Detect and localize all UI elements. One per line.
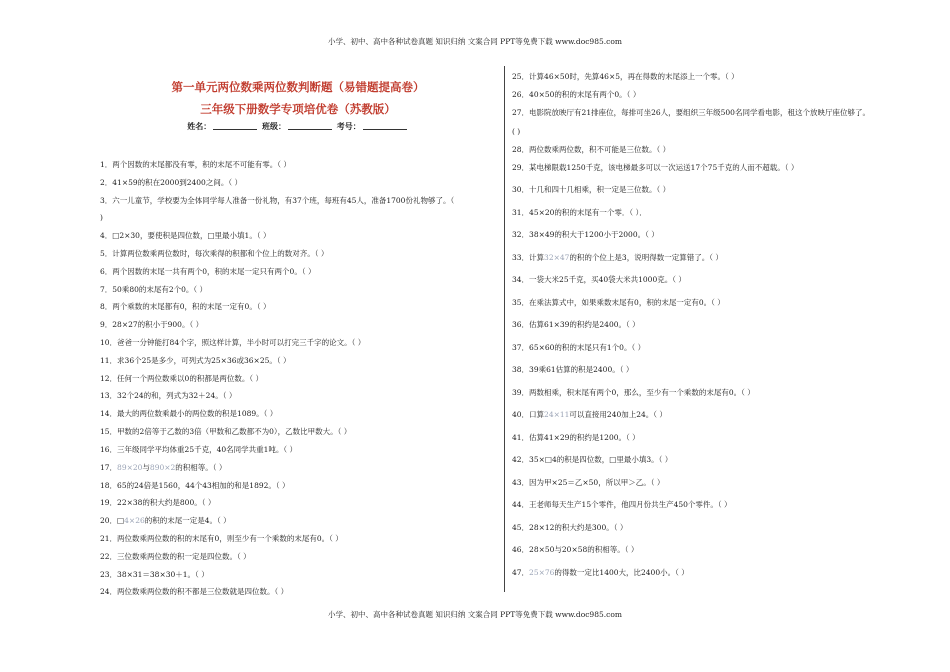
class-blank[interactable] (288, 129, 332, 130)
question-18: 18．65的24倍是1560，44个43相加的和是1892。（ ） (100, 481, 290, 490)
question-13: 13．32个24的和，列式为32＋24。（ ） (100, 391, 237, 400)
q17-prefix: 17． (100, 463, 118, 472)
class-label: 班级： (262, 122, 286, 131)
question-27-tail: ( ) (512, 127, 521, 136)
q40-suffix: 可以直接用240加上24。（ ） (569, 410, 667, 419)
question-1: 1．两个因数的末尾都没有零，积的末尾不可能有零。（ ） (100, 160, 291, 169)
question-23: 23．38×31＝38×30＋1。（ ） (100, 570, 209, 579)
question-32: 32．38×49的积大于1200小于2000。（ ） (512, 230, 659, 239)
student-info-line (98, 121, 498, 132)
question-45: 45．28×12的积大约是300。（ ） (512, 523, 628, 532)
question-17 (100, 463, 226, 473)
question-37: 37．65×60的积的末尾只有1个0。（ ） (512, 343, 646, 352)
question-29: 29．某电梯限载1250千克，该电梯最多可以一次运送17个75千克的人而不超载。（ ） (512, 163, 799, 172)
question-6: 6．两个因数的末尾一共有两个0，积的末尾一定只有两个0。（ ） (100, 267, 316, 276)
q47-formula: 25×76 (529, 568, 555, 577)
name-blank[interactable] (213, 129, 257, 130)
question-8: 8．两个乘数的末尾都有0，积的末尾一定有0。（ ） (100, 302, 271, 311)
question-24: 24．两位数乘两位数的积不都是三位数就是四位数。（ ） (100, 587, 289, 596)
question-35: 35．在乘法算式中，如果乘数末尾有0，积的末尾一定有0。（ ） (512, 298, 725, 307)
q40-prefix: 40．口算 (512, 410, 545, 419)
q33-suffix: 的积的个位上是3，说明得数一定算错了。（ ） (569, 253, 723, 262)
q33-prefix: 33．计算 (512, 253, 545, 262)
q17-suffix: 的积相等。（ ） (175, 463, 227, 472)
question-15: 15．甲数的2倍等于乙数的3倍（甲数和乙数都不为0），乙数比甲数大。（ ） (100, 427, 352, 436)
question-47 (512, 568, 689, 578)
question-46: 46．28×50与20×58的积相等。（ ） (512, 545, 639, 554)
column-divider (504, 66, 505, 592)
question-19: 19．22×38的积大约是800。（ ） (100, 498, 216, 507)
id-blank[interactable] (363, 129, 407, 130)
question-41: 41．估算41×29的积约是1200。（ ） (512, 433, 640, 442)
name-label: 姓名： (187, 122, 212, 131)
page-footer-text: 小学、初中、高中各种试卷真题 知识归纳 文案合同 PPT等免费下载 www.doc985.com (328, 610, 622, 619)
question-22: 22．三位数乘两位数的积一定是四位数。（ ） (100, 552, 251, 561)
q47-suffix: 的得数一定比1400大，比2400小。（ ） (554, 568, 689, 577)
q20-formula: 4×26 (124, 516, 145, 525)
question-31: 31．45×20的积的末尾有一个零．（ ）． (512, 208, 647, 217)
question-16: 16．三年级同学平均体重25千克，40名同学共重1吨。（ ） (100, 445, 298, 454)
worksheet-title: 第一单元两位数乘两位数判断题（易错题提高卷） (171, 80, 425, 94)
question-20 (100, 516, 231, 526)
id-label: 考号： (336, 122, 361, 131)
question-7: 7．50乘80的末尾有2个0。（ ） (100, 285, 208, 294)
question-39: 39．两数相乘，积末尾有两个0，那么，至少有一个乘数的末尾有0。（ ） (512, 388, 755, 397)
q17-mid: 与 (142, 463, 150, 472)
question-40 (512, 410, 667, 420)
question-43: 43．因为甲×25＝乙×50，所以甲＞乙。（ ） (512, 478, 665, 487)
question-3: 3．六一儿童节，学校要为全体同学每人准备一份礼物，有37个班，每班有45人，准备1700份礼物够了。（ (100, 196, 455, 205)
question-14: 14．最大的两位数乘最小的两位数的积是1089。（ ） (100, 409, 278, 418)
question-12: 12．任何一个两位数乘以0的积都是两位数。（ ） (100, 374, 263, 383)
question-34: 34．一袋大米25千克，买40袋大米共1000克。（ ） (512, 275, 686, 284)
worksheet-subtitle: 三年级下册数学专项培优卷（苏教版） (200, 102, 396, 116)
question-42: 42．35×□4的积是四位数，□里最小填3。（ ） (512, 455, 673, 464)
question-38: 38．39乘61估算的积是2400。（ ） (512, 365, 634, 374)
question-25: 25．计算46×50时，先算46×5，再在得数的末尾添上一个零。（ ） (512, 72, 739, 81)
question-28: 28．两位数乘两位数，积不可能是三位数。（ ） (512, 145, 671, 154)
q17-formula-1: 89×20 (117, 463, 143, 472)
q40-formula: 24×11 (544, 410, 570, 419)
question-10: 10．爸爸一分钟能打84个字，照这样计算，半小时可以打完三千字的论文。（ ） (100, 338, 366, 347)
question-9: 9．28×27的积小于900。（ ） (100, 320, 204, 329)
question-4: 4．□2×30，要使积是四位数，□里最小填1。（ ） (100, 231, 271, 240)
question-26: 26．40×50的积的末尾有两个0。（ ） (512, 90, 641, 99)
question-11: 11．求36个25是多少，可列式为25×36或36×25。（ ） (100, 356, 291, 365)
q33-formula: 32×47 (544, 253, 570, 262)
question-3-tail: ) (100, 213, 103, 222)
q20-prefix: 20．□ (100, 516, 125, 525)
q47-prefix: 47． (512, 568, 530, 577)
page-header-text: 小学、初中、高中各种试卷真题 知识归纳 文案合同 PPT等免费下载 www.doc985.com (328, 37, 622, 46)
question-2: 2．41×59的积在2000到2400之间。（ ） (100, 178, 242, 187)
q20-suffix: 的积的末尾一定是4。（ ） (144, 516, 231, 525)
question-30: 30．十几和四十几相乘，积一定是三位数。（ ） (512, 185, 671, 194)
question-5: 5．计算两位数乘两位数时，每次乘得的积都和个位上的数对齐。（ ） (100, 249, 329, 258)
question-27: 27．电影院放映厅有21排座位，每排可坐26人，要组织三年级500名同学看电影，租这个放映厅座位够了。 (512, 108, 870, 117)
question-36: 36．估算61×39的积约是2400。（ ） (512, 320, 640, 329)
question-21: 21．两位数乘两位数的积的末尾有0，则至少有一个乘数的末尾有0。（ ） (100, 534, 343, 543)
question-33 (512, 253, 723, 263)
question-44: 44．王老师每天生产15个零件，他四月份共生产450个零件。（ ） (512, 500, 732, 509)
q17-formula-2: 890×2 (149, 463, 176, 472)
